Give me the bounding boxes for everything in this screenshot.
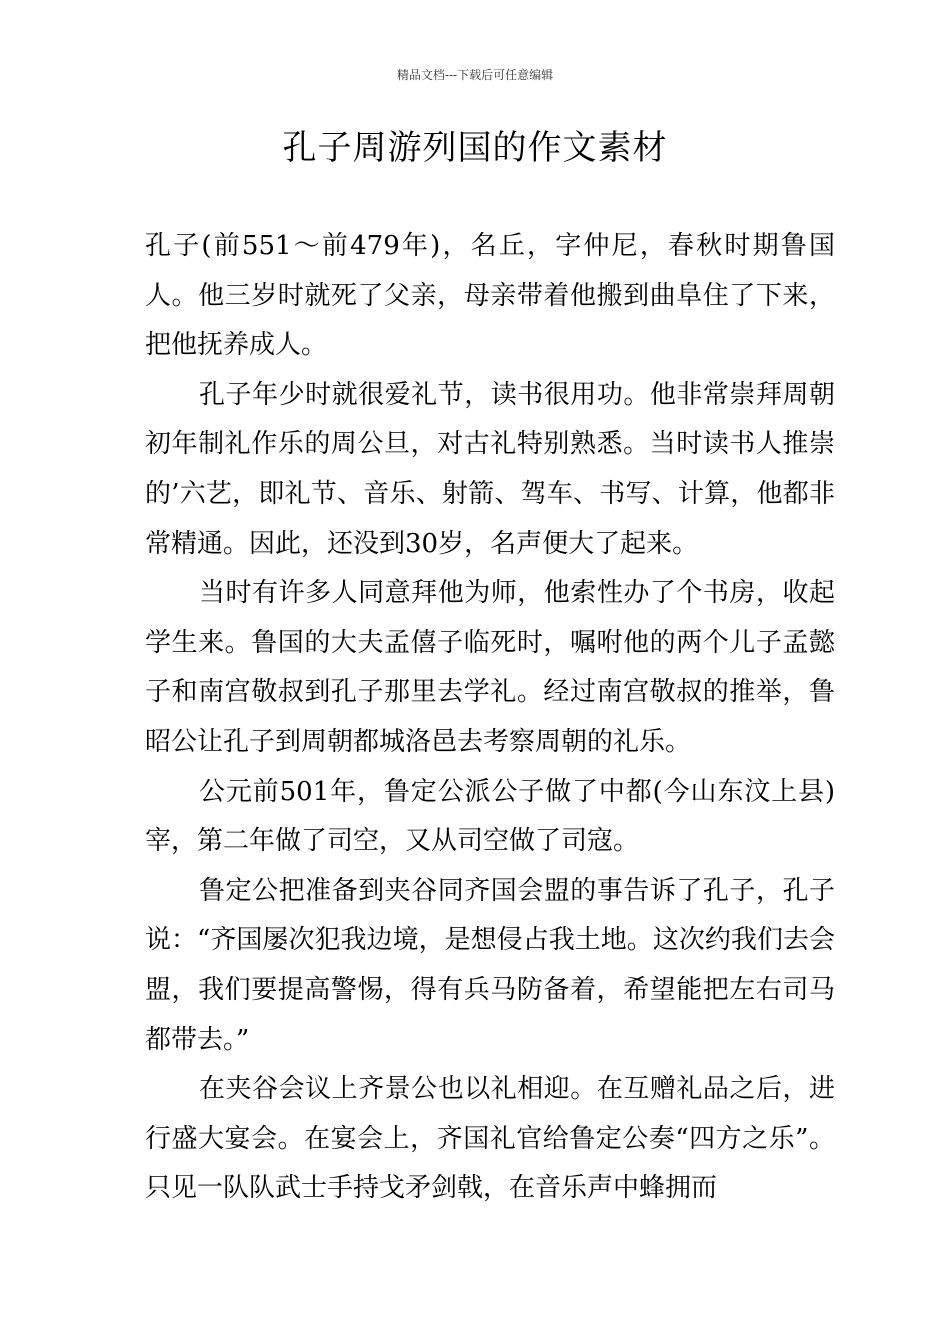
paragraph-2: 孔子年少时就很爱礼节，读书很用功。他非常崇拜周朝初年制礼作乐的周公旦，对古礼特别熟悉。当时读书人推崇的’六艺，即礼节、音乐、射箭、驾车、书写、计算，他都非常精通。因此，还没到30岁，名声便大了起来。 — [145, 379, 835, 559]
paragraph-1: 孔子(前551～前479年)，名丘，字仲尼，春秋时期鲁国人。他三岁时就死了父亲，母亲带着他搬到曲阜住了下来，把他抚养成人。 — [145, 231, 835, 361]
paragraph-5: 鲁定公把准备到夹谷同齐国会盟的事告诉了孔子，孔子说：“齐国屡次犯我边境，是想侵占我土地。这次约我们去会盟，我们要提高警惕，得有兵马防备着，希望能把左右司马都带去。” — [145, 875, 835, 1055]
document-title: 孔子周游列国的作文素材 — [282, 128, 668, 168]
running-header: 精品文档---下载后可任意编辑 — [396, 68, 554, 82]
paragraph-6: 在夹谷会议上齐景公也以礼相迎。在互赠礼品之后，进行盛大宴会。在宴会上，齐国礼官给鲁定公奏“四方之乐”。只见一队队武士手持戈矛剑戟，在音乐声中蜂拥而 — [145, 1074, 835, 1204]
paragraph-3: 当时有许多人同意拜他为师，他索性办了个书房，收起学生来。鲁国的大夫孟僖子临死时，嘱咐他的两个儿子孟懿子和南宫敬叔到孔子那里去学礼。经过南宫敬叔的推举，鲁昭公让孔子到周朝都城洛邑去考察周朝的礼乐。 — [145, 578, 835, 757]
paragraph-4: 公元前501年，鲁定公派公子做了中都(今山东汶上县)宰，第二年做了司空，又从司空做了司寇。 — [145, 776, 835, 857]
document-body — [145, 222, 835, 1214]
